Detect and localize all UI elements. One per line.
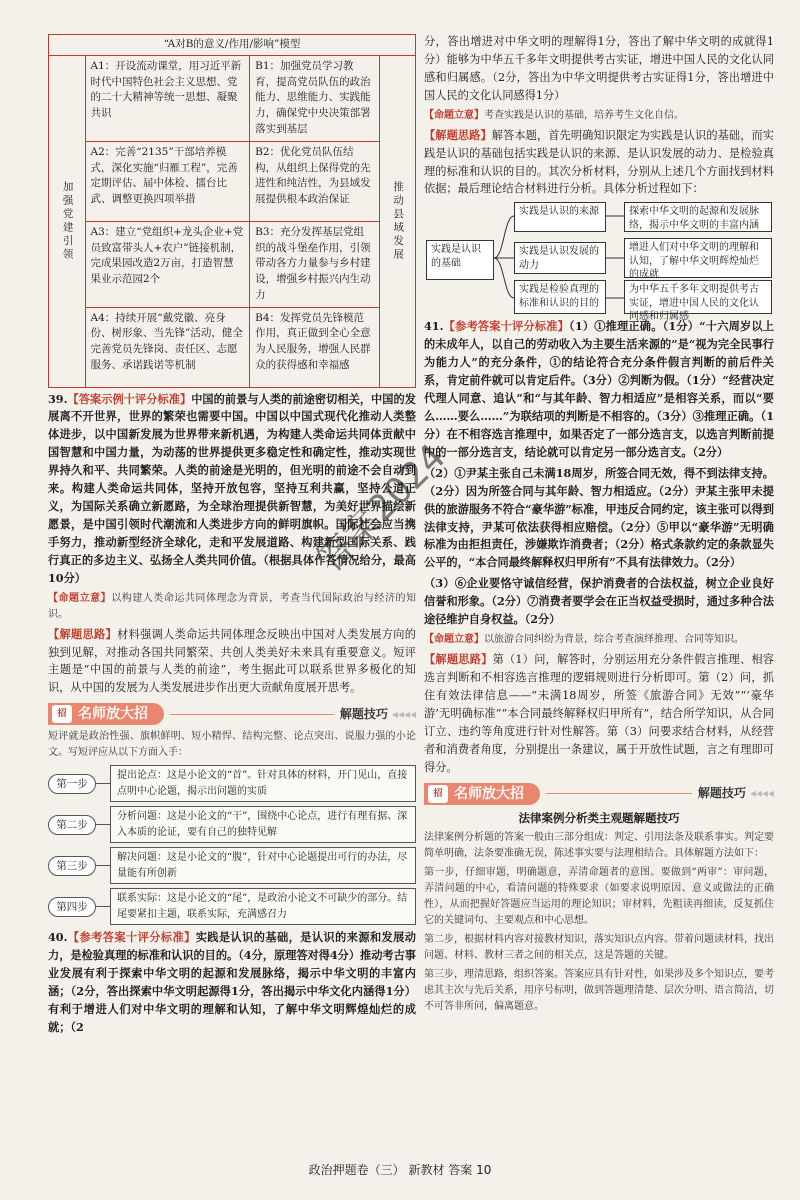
q39-silu: 【解题思路】材料强调人类命运共同体理念反映出中国对人类发展方向的独到见解，对推动各国共同繁荣、共创人类美好未来具有重要意义。短评主题是“中国的前景与人类的前途”，考生据此可以联系世界多极化的知识，从中国的发展为人类发展进步作出更大贡献角度展开思考。 — [48, 626, 416, 695]
q40-answer-right: 分，答出增进对中华文明的理解得1分，答出了解中华文明的成就得1分）能够为中华五千多年文明提供考古实证，增进中国人民的文化认同感和归属感。（2分，答出为中华文明提供考古实证得1分，答出增进中国人民的文化认同感得1分） — [424, 35, 774, 102]
q40-answer-left: 40.【参考答案十评分标准】实践是认识的基础，是认识的来源和发展动力，是检验真理的标准和认识的目的。（4分，原理答对得4分）推动考古事业发展有利于探索中华文明的起源和发展脉络，揭示中华文明的丰富内涵；（2分，答出探索中华文明起源得1分，答出揭示中华文化内涵得1分）有利于增进人们对中华文明的理解和认知，了解中华文明辉煌灿烂的成就；（2 — [48, 930, 416, 1034]
table-left-side: 加强党建引领 — [49, 55, 86, 387]
q41-answer: 41.【参考答案十评分标准】（1）①推理正确。（1分）“十六周岁以上的未成年人，以自己的劳动收入为主要生活来源的”是“视为完全民事行为能力人”的充分条件，①的结论符合充分条件假言判断的前后件关系，肯定前件就可以肯定后件。（3分）②判断为假。（1分）“经营决定代理人同意、追认”和“与其年龄、智力相适应”是相容关系，而以“要么……要么……”为联结项的判断是不相容的。（3分）③推理正确。（1分）在不相容选言推理中，如果否定了一部分选言支，以选言判断前提中的一部分选言支，结论就可以肯定另一部分选言支。（2分） — [424, 319, 774, 459]
step-item: 第四步 联系实际：这是小论文的“尾”，是政治小论文不可缺少的部分。结尾要紧扣主题，联系实际，充满感召力 — [48, 888, 416, 925]
tips2-p3: 第三步，理清思路，组织答案。答案应具有针对性，如果涉及多个知识点，要考虑其主次与先后关系，用序号标明，做到答题理清楚、层次分明、语言简洁，切不可答非所问，偏离题意。 — [424, 968, 774, 1012]
step-item: 第三步 解决问题：这是小论文的“腹”，针对中心论题提出可行的办法，尽量能有所创新 — [48, 847, 416, 884]
arrows-icon: ◂◂◂◂ — [749, 785, 774, 800]
step-item: 第一步 提出论点：这是小论文的“首”。针对具体的材料，开门见山，直接点明中心论题，揭示出问题的实质 — [48, 765, 416, 802]
table-cell-a1: A1：开设流动课堂，用习近平新时代中国特色社会主义思想、党的二十大精神等统一思想、凝聚共识 — [85, 55, 250, 141]
arrows-icon: ◂◂◂◂ — [391, 706, 416, 721]
diagram-right-1: 探索中华文明的起源和发展脉络，揭示中华文明的丰富内涵 — [624, 202, 772, 232]
q41-part3: （3）⑥企业要恪守诚信经营，保护消费者的合法权益，树立企业良好信誉和形象。（2分）⑦消费者要学会在正当权益受损时，通过多种合法途径维护自身权益。（2分） — [424, 576, 774, 627]
left-column — [48, 34, 416, 1037]
banner-divider — [546, 793, 692, 794]
tips2-title: 法律案例分析类主观题解题技巧 — [518, 810, 680, 825]
tips1-banner-title: 名师放大招 — [78, 706, 148, 723]
q41-part2: （2）①尹某主张自己未满18周岁，所签合同无效，得不到法律支持。（2分）因为所签合同与其年龄、智力相适应。（2分）尹某主张甲未提供的旅游服务不符合“豪华游”标准，甲违反合同约定，该主张可以得到法律支持，尹某可依法获得相应赔偿。（2分）⑤甲以“豪华游”无明确标准为由拒担责任，涉嫌欺诈消费者；（2分）格式条款约定的条款显失公平的，“本合同最终解释权归甲所有”不具有法律效力。（2分） — [424, 465, 774, 570]
q41-silu: 【解题思路】第（1）问，解答时，分别运用充分条件假言推理、相容选言判断和不相容选言推理的逻辑规则进行分析即可。第（2）问，抓住有效法律信息——“未满18周岁，所签《旅游合同》无效”“‘豪华游’无明确标准”“本合同最终解释权归甲所有”，结合所学知识，从合同订立、违约等角度进行针对性解答。第（3）问要求结合材料，从经营者和消费者角度，分别提出一条建议，属于开放性试题，言之有理即可得分。 — [424, 652, 774, 774]
diagram-left-3: 实践是检验真理的标准和认识的目的 — [514, 280, 606, 314]
diagram-right-2: 增进人们对中华文明的理解和认知，了解中华文明辉煌灿烂的成就 — [624, 238, 772, 278]
banner-divider — [170, 714, 334, 715]
tips2-badge-icon: 招 — [428, 785, 448, 803]
q40-lizhi: 【命题立意】考查实践是认识的基础，培养考生文化自信。 — [424, 109, 684, 121]
tips2-p1: 第一步，仔细审题，明确题意，弄清命题者的意图。要做到“两审”：审问题，弄清问题的中心，看清问题的特殊要求（如要求说明原因、意义或做法的正确性），从而把握好答题应当运用的理论知识；审材料，先粗读再细读，反复抓住它的关键词句、主要观点和中心思想。 — [424, 866, 774, 926]
steps-list — [48, 765, 416, 925]
table-title: “A对B的意义/作用/影响”模型 — [49, 35, 416, 56]
table-cell-a2: A2：完善“2135”干部培养模式，深化实施“归雁工程”，完善定期评估、届中体检、擂台比武、调整更换四项举措 — [85, 141, 250, 221]
diagram-left-1: 实践是认识的来源 — [514, 202, 606, 232]
table-cell-b4: B4：发挥党员先锋模范作用，真正做到全心全意为人民服务，增强人民群众的获得感和幸福感 — [250, 307, 379, 387]
diagram-right-3: 为中华五千多年文明提供考古实证，增进中国人民的文化认同感和归属感 — [624, 280, 772, 314]
tips2-banner — [424, 783, 774, 805]
right-column — [424, 30, 774, 1015]
q40-silu: 【解题思路】解答本题，首先明确知识限定为实践是认识的基础，而实践是认识的基础包括实践是认识的来源、是认识发展的动力、是检验真理的标准和认识的目的。其次分析材料，分别从上述几个方面找到材料依据；最后理论结合材料进行分析。具体分析过程如下： — [424, 127, 774, 196]
table-right-side: 推动县域发展 — [379, 55, 416, 387]
tips1-banner — [48, 703, 416, 725]
diagram-left-2: 实践是认识发展的动力 — [514, 242, 606, 274]
table-cell-a3: A3：建立“党组织+龙头企业+党员致富带头人+农户”链接机制，完成果园改造2万亩，打造智慧果业示范园2个 — [85, 221, 250, 307]
q41-lizhi: 【命题立意】以旅游合同纠纷为背景，综合考查演绎推理、合同等知识。 — [424, 634, 744, 646]
tips1-intro: 短评就是政治性强、旗帜鲜明、短小精悍、结构完整、论点突出、说服力强的小论文。写短评应从以下方面入手： — [48, 731, 416, 759]
table-cell-b1: B1：加强党员学习教育，提高党员队伍的政治能力、思维能力、实践能力，确保党中央决策部署落实到基层 — [250, 55, 379, 141]
tips1-badge-icon: 招 — [52, 705, 72, 723]
tips2-p2: 第二步，根据材料内容对接教材知识，落实知识点内容。带着问题读材料，找出问题、材料、教材三者之间的相关点，这是答题的关键。 — [424, 933, 774, 961]
step-item: 第二步 分析问题：这是小论文的“干”，围绕中心论点，进行有理有据、深入本质的论证，要有自己的独特见解 — [48, 806, 416, 843]
practice-diagram — [424, 202, 774, 323]
page-footer: 政治押题卷（三） 新教材 答案 10 — [308, 1162, 492, 1177]
watermark: 答案2024 — [309, 436, 454, 581]
table-cell-b3: B3：充分发挥基层党组织的战斗堡垒作用，引领带动各方力量参与乡村建设，增强乡村振兴内生动力 — [250, 221, 379, 307]
tips2-banner-right: 解题技巧 — [697, 785, 746, 800]
tips1-banner-right: 解题技巧 — [339, 706, 388, 721]
q39-answer: 39.【答案示例十评分标准】中国的前景与人类的前途密切相关，中国的发展离不开世界，世界的繁荣也需要中国。中国以中国式现代化推动人类整体进步，以中国新发展为世界带来新机遇，为构建人类命运共同体贡献中国智慧和中国力量，为动荡的世界提供更多稳定性和确定性，推动实现世界持久和平、共同繁荣。人类的前途是光明的，但光明的前途不会自动到来。构建人类命运共同体，坚持开放包容，坚持互利共赢，坚持公道正义，为国际关系确立新愿路，为全球治理提供新智慧，为美好世界描绘新愿景，是中国引领时代潮流和人类进步方向的鲜明旗帜。国际社会应当携手努力，推动新型经济全球化，走和平发展道路、构建新型国际关系、践行真正的多边主义、弘扬全人类共同价值。（根据具体作答情况给分，最高10分） — [48, 391, 416, 585]
table-cell-b2: B2：优化党员队伍结构，从组织上保得党的先进性和纯洁性，为县域发展提供根本政治保证 — [250, 141, 379, 221]
model-table — [48, 34, 416, 388]
q39-lizhi: 【命题立意】以构建人类命运共同体理念为背景，考查当代国际政治与经济的知识。 — [48, 592, 417, 620]
table-cell-a4: A4：持续开展“戴党徽、亮身份、树形象、当先锋”活动，健全完善党员先锋岗、责任区、志愿服务、承诺践诺等机制 — [85, 307, 250, 387]
diagram-center: 实践是认识的基础 — [426, 240, 494, 280]
tips2-banner-title: 名师放大招 — [454, 785, 524, 802]
tips2-p0: 法律案例分析题的答案一般由三部分组成：判定、引用法条及联系事实。判定要简单明确，法条要准确无误，陈述事实要与法理相结合。具体解题方法如下： — [424, 831, 774, 859]
